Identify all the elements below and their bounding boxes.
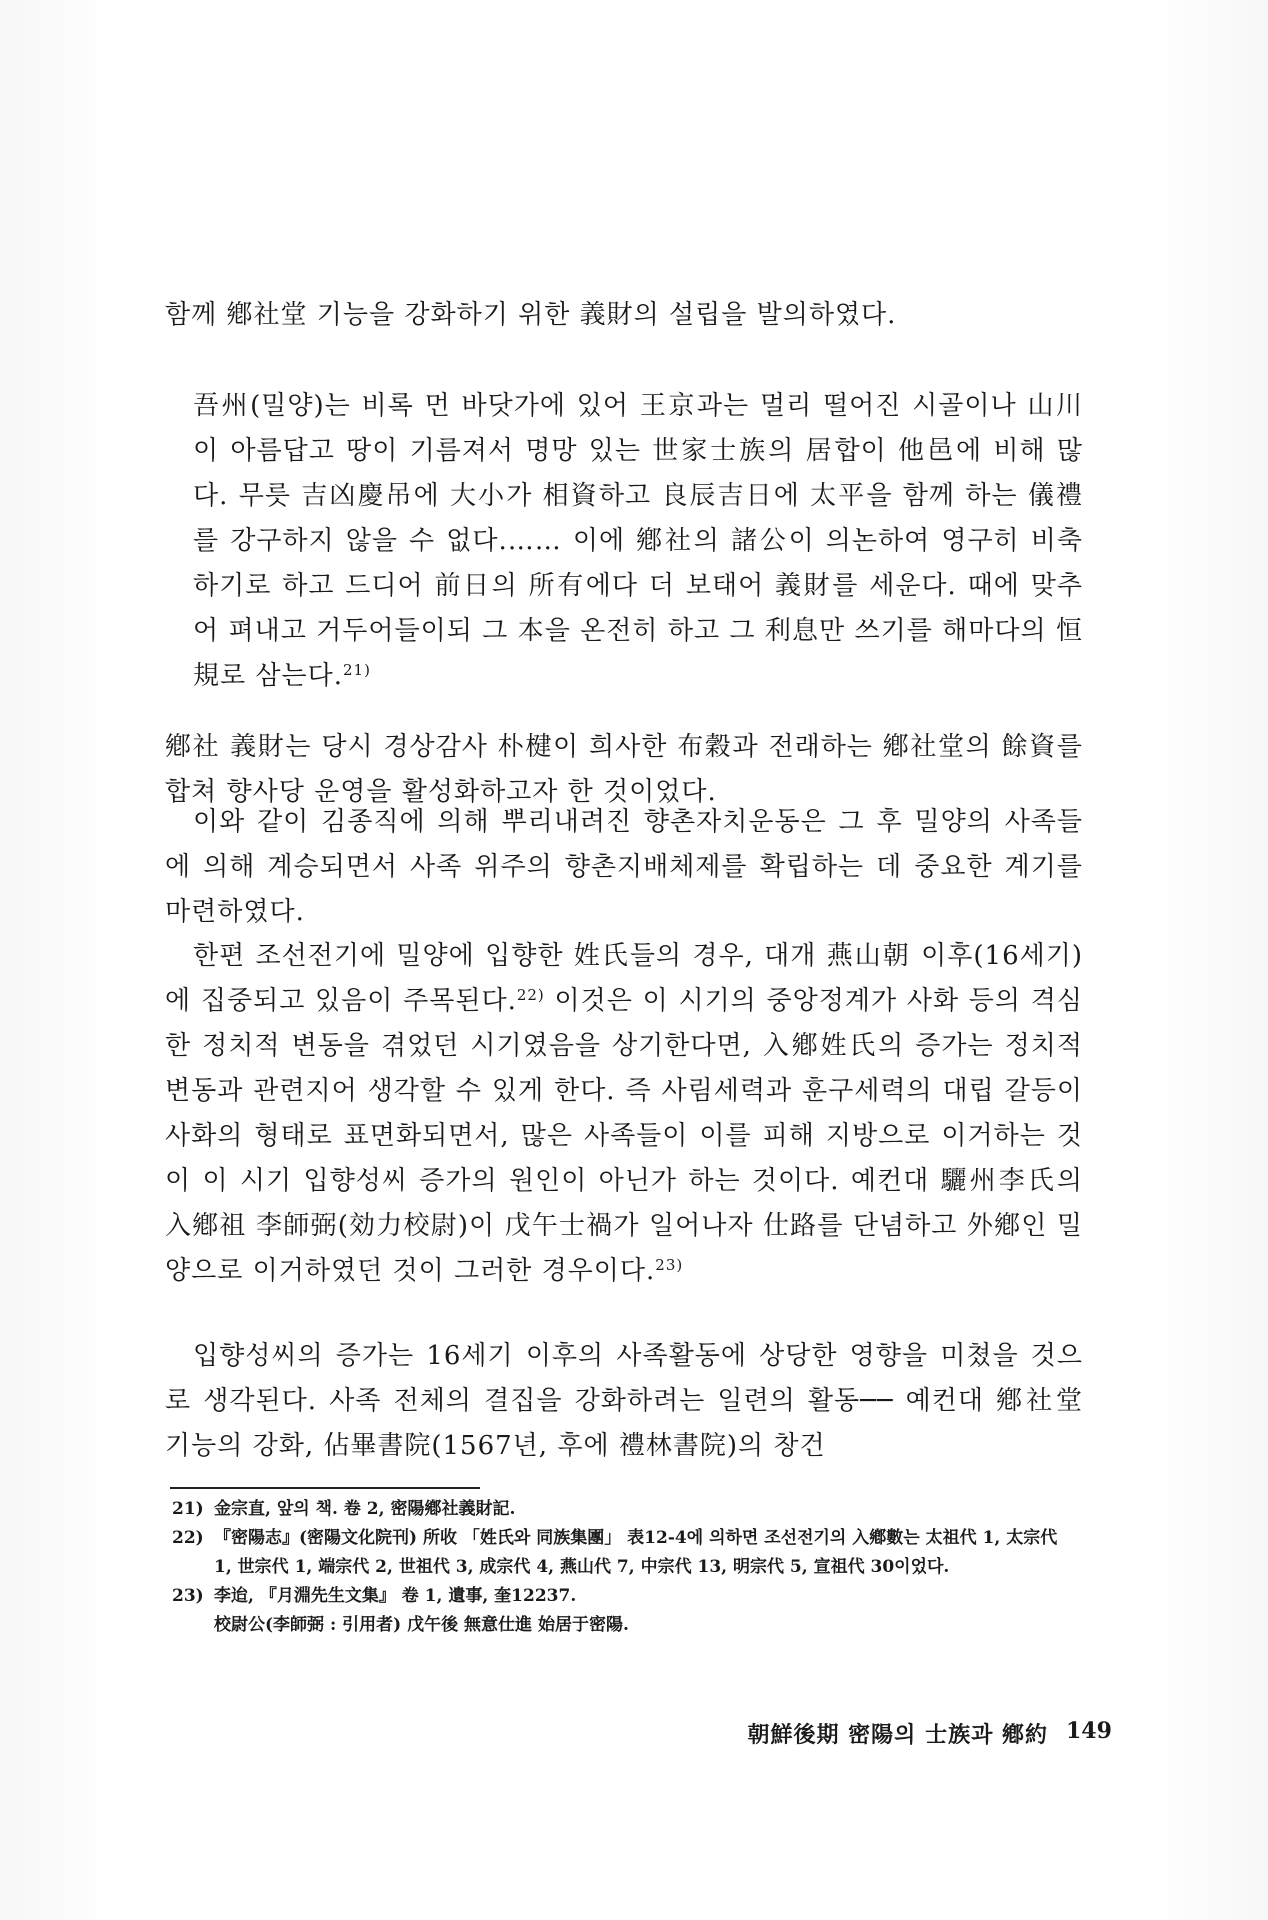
paragraph-part: 이것은 이 시기의 중앙정계가 사화 등의 격심한 정치적 변동을 겪었던 시기였음을 상기한다면, 入鄕姓氏의 증가는 정치적 변동과 관련지어 생각할 수 있게 한다. 즉 사림세력과 훈구세력의 대립 갈등이 사화의 형태로 표면화되면서, 많은 사족들이 이를 피해 지방으로 이거하는 것이 이 시기 입향성씨 증가의 원인이 아닌가 하는 것이다. 예컨대 驪州李氏의 入鄕祖 李師弼(効力校尉)이 戊午士禍가 일어나자 仕路를 단념하고 外鄕인 밀양으로 이거하였던 것이 그러한 경우이다. <box>165 986 1083 1286</box>
footnote-continuation: 校尉公(李師弼 : 引用者) 戊午後 無意仕進 始居于密陽. <box>214 1615 629 1635</box>
paragraph <box>165 934 1083 1294</box>
footnote-marker: 22) <box>516 986 545 1004</box>
footnote-text: 金宗直, 앞의 책. 卷 2, 密陽鄕社義財記. <box>214 1499 516 1519</box>
body-text: 함께 鄕社堂 기능을 강화하기 위한 義財의 설립을 발의하였다. <box>165 300 897 330</box>
paragraph-part: 한편 조선전기에 밀양에 입향한 姓氏들의 경우, 대개 燕山朝 이후(16세기)에 집중되고 있음이 주목된다. <box>165 941 1083 1016</box>
footnote <box>172 1582 1077 1611</box>
paragraph-text <box>165 934 1083 1294</box>
footnote-divider <box>170 1487 480 1489</box>
paragraph-text: 鄕社 義財는 당시 경상감사 朴楗이 희사한 布穀과 전래하는 鄕社堂의 餘資를 합쳐 향사당 운영을 활성화하고자 한 것이었다. <box>165 732 1083 807</box>
footnote <box>172 1495 1077 1524</box>
block-quote <box>193 384 1083 699</box>
paragraph-text: 이와 같이 김종직에 의해 뿌리내려진 향촌자치운동은 그 후 밀양의 사족들에 의해 계승되면서 사족 위주의 향촌지배체제를 확립하는 데 중요한 계기를 마련하였다. <box>165 807 1083 927</box>
footnotes <box>172 1495 1077 1640</box>
footnote-marker: 23) <box>655 1256 684 1274</box>
quote-body: 吾州(밀양)는 비록 먼 바닷가에 있어 王京과는 멀리 떨어진 시골이나 山川이 아름답고 땅이 기름져서 명망 있는 世家士族의 居합이 他邑에 비해 많다. 무릇 吉凶慶吊에 大小가 相資하고 良辰吉日에 太平을 함께 하는 儀禮를 강구하지 않을 수 없다.…… 이에 鄕社의 諸公이 의논하여 영구히 비축하기로 하고 드디어 前日의 所有에다 더 보태어 義財를 세운다. 때에 맞추어 펴내고 거두어들이되 그 本을 온전히 하고 그 利息만 쓰기를 해마다의 恒規로 삼는다. <box>193 391 1083 691</box>
page-number: 149 <box>1066 1718 1112 1744</box>
paragraph <box>165 1334 1083 1469</box>
paragraph <box>165 800 1083 935</box>
opening-line <box>165 293 1083 338</box>
footnote <box>172 1524 1077 1582</box>
footnote-text: 『密陽志』(密陽文化院刊) 所收 「姓氏와 同族集團」 表12-4에 의하면 조선전기의 入鄕數는 太祖代 1, 太宗代 1, 世宗代 1, 端宗代 2, 世祖代 3, 成宗代 4, 燕山代 7, 中宗代 13, 明宗代 5, 宣祖代 30이었다. <box>214 1528 1058 1577</box>
footnote-marker: 21) <box>343 661 371 679</box>
footnote-number: 23) <box>172 1586 204 1606</box>
footnote-number: 21) <box>172 1499 204 1519</box>
footnote-text: 李迨, 『月淵先生文集』 卷 1, 遺事, 奎12237. <box>214 1586 577 1606</box>
paragraph-text: 입향성씨의 증가는 16세기 이후의 사족활동에 상당한 영향을 미쳤을 것으로 생각된다. 사족 전체의 결집을 강화하려는 일련의 활동── 예컨대 鄕社堂 기능의 강화, 佔畢書院(1567년, 후에 禮林書院)의 창건 <box>165 1341 1083 1461</box>
footnote-number: 22) <box>172 1528 204 1548</box>
running-head: 朝鮮後期 密陽의 士族과 鄕約 <box>747 1722 1048 1748</box>
quote-text <box>193 384 1083 699</box>
